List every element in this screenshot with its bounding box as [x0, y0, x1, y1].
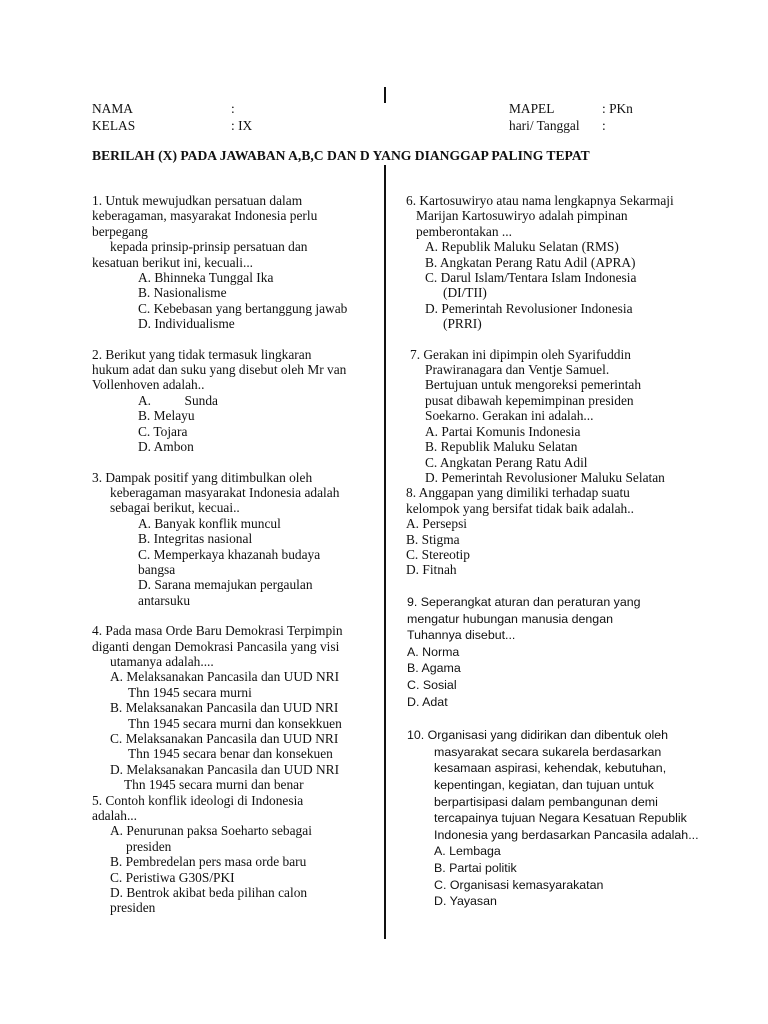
- answer-option[interactable]: A. Partai Komunis Indonesia: [425, 423, 581, 439]
- question-text: Indonesia yang berdasarkan Pancasila adalah...: [434, 827, 699, 842]
- mapel-label: MAPEL: [509, 101, 555, 116]
- question-text: pusat dibawah kepemimpinan presiden: [425, 392, 634, 408]
- question-text: kepada prinsip-prinsip persatuan dan: [110, 239, 308, 255]
- answer-option[interactable]: D. Individualisme: [138, 316, 235, 332]
- answer-option[interactable]: B. Agama: [407, 661, 461, 676]
- instruction: BERILAH (X) PADA JAWABAN A,B,C DAN D YANG DIANGGAP PALING TEPAT: [92, 148, 590, 163]
- nama-colon: :: [231, 101, 235, 116]
- answer-option[interactable]: D. Ambon: [138, 439, 194, 455]
- question-text: utamanya adalah....: [110, 653, 214, 669]
- answer-option[interactable]: A. Lembaga: [434, 844, 501, 859]
- question-text: berpegang: [92, 223, 148, 239]
- answer-option[interactable]: D. Adat: [407, 694, 448, 709]
- answer-option: (PRRI): [443, 316, 482, 332]
- question-text: 7. Gerakan ini dipimpin oleh Syarifuddin: [410, 346, 631, 362]
- answer-option[interactable]: B. Stigma: [406, 531, 460, 547]
- question-6: [406, 193, 746, 332]
- left-column: [92, 193, 377, 916]
- answer-option[interactable]: D. Fitnah: [406, 562, 457, 578]
- answer-option[interactable]: A. Republik Maluku Selatan (RMS): [425, 239, 619, 255]
- answer-option[interactable]: B. Nasionalisme: [138, 285, 227, 301]
- question-text: 3. Dampak positif yang ditimbulkan oleh: [92, 469, 313, 485]
- answer-option[interactable]: A. Penurunan paksa Soeharto sebagai: [110, 823, 312, 839]
- answer-option[interactable]: D. Bentrok akibat beda pilihan calon: [110, 885, 308, 901]
- answer-option[interactable]: C. Melaksanakan Pancasila dan UUD NRI: [110, 731, 339, 746]
- answer-option[interactable]: D. Pemerintah Revolusioner Indonesia: [425, 300, 633, 316]
- answer-option[interactable]: C. Stereotip: [406, 546, 470, 562]
- answer-option: (DI/TII): [443, 285, 487, 301]
- answer-option[interactable]: A. Norma: [407, 644, 460, 659]
- question-text: diganti dengan Demokrasi Pancasila yang visi: [92, 638, 340, 654]
- answer-option[interactable]: C. Sosial: [407, 677, 457, 692]
- question-text: 9. Seperangkat aturan dan peraturan yang: [407, 595, 641, 609]
- question-9: [407, 594, 747, 710]
- question-text: adalah...: [92, 808, 137, 824]
- question-10: [407, 727, 747, 910]
- answer-option[interactable]: C. Tojara: [138, 423, 188, 439]
- question-text: 4. Pada masa Orde Baru Demokrasi Terpimpin: [92, 623, 343, 639]
- question-text: 1. Untuk mewujudkan persatuan dalam: [92, 193, 303, 208]
- question-text: keberagaman masyarakat Indonesia adalah: [110, 484, 340, 500]
- answer-option: Thn 1945 secara murni: [128, 684, 252, 700]
- answer-option[interactable]: A. Melaksanakan Pancasila dan UUD NRI: [110, 669, 340, 685]
- answer-option[interactable]: B. Melayu: [138, 408, 195, 424]
- question-text: keberagaman, masyarakat Indonesia perlu: [92, 208, 318, 224]
- answer-option[interactable]: D. Pemerintah Revolusioner Maluku Selatan: [425, 469, 665, 485]
- question-text: kesamaan aspirasi, kehendak, kebutuhan,: [434, 761, 667, 776]
- question-4: [92, 623, 377, 792]
- kelas-value: : IX: [231, 118, 253, 133]
- mapel-value: : PKn: [602, 101, 633, 116]
- question-text: 2. Berikut yang tidak termasuk lingkaran: [92, 346, 312, 362]
- question-text: kepentingan, kegiatan, dan tujuan untuk: [434, 777, 654, 792]
- answer-option[interactable]: B. Melaksanakan Pancasila dan UUD NRI: [110, 700, 339, 716]
- question-text: kesatuan berikut ini, kecuali...: [92, 254, 254, 270]
- answer-option[interactable]: D. Melaksanakan Pancasila dan UUD NRI: [110, 761, 340, 777]
- answer-option[interactable]: C. Angkatan Perang Ratu Adil: [425, 454, 588, 470]
- question-text: Prawiranagara dan Ventje Samuel.: [425, 362, 610, 378]
- answer-option: Thn 1945 secara benar dan konsekuen: [128, 746, 333, 762]
- right-column-lower: [407, 594, 747, 910]
- question-text: 5. Contoh konflik ideologi di Indonesia: [92, 792, 304, 808]
- hari-label: hari/ Tanggal: [509, 118, 580, 133]
- question-2: [92, 347, 377, 455]
- question-text: 6. Kartosuwiryo atau nama lengkapnya Sekarmaji: [406, 193, 674, 208]
- answer-option[interactable]: C. Organisasi kemasyarakatan: [434, 877, 604, 892]
- question-3: [92, 470, 377, 609]
- question-text: masyarakat secara sukarela berdasarkan: [434, 744, 662, 759]
- question-text: Vollenhoven adalah..: [92, 377, 205, 393]
- hari-colon: :: [602, 118, 606, 133]
- question-text: kelompok yang bersifat tidak baik adalah..: [406, 500, 634, 516]
- answer-option[interactable]: A. Bhinneka Tunggal Ika: [138, 270, 274, 286]
- question-text: mengatur hubungan manusia dengan: [407, 611, 613, 626]
- answer-option[interactable]: B. Partai politik: [434, 860, 517, 875]
- question-text: 10. Organisasi yang didirikan dan dibentuk oleh: [407, 728, 669, 743]
- answer-option[interactable]: C. Memperkaya khazanah budaya: [138, 546, 321, 562]
- question-text: sebagai berikut, kecuai..: [110, 500, 240, 516]
- right-column: [406, 193, 746, 578]
- question-text: berpartisipasi dalam pembangunan demi: [434, 794, 658, 809]
- answer-option: presiden: [126, 838, 172, 854]
- answer-option: Thn 1945 secara murni dan benar: [124, 777, 304, 793]
- answer-option[interactable]: antarsuku: [138, 592, 191, 608]
- question-8: [406, 485, 746, 577]
- answer-option[interactable]: C. Kebebasan yang bertanggung jawab: [138, 300, 348, 316]
- answer-option[interactable]: B. Pembredelan pers masa orde baru: [110, 854, 307, 870]
- question-5: [92, 793, 377, 916]
- answer-option: Thn 1945 secara murni dan konsekkuen: [128, 715, 342, 731]
- question-text: tercapainya tujuan Negara Kesatuan Republik: [434, 811, 687, 826]
- question-7: [406, 347, 746, 486]
- answer-option[interactable]: B. Integritas nasional: [138, 531, 253, 547]
- question-1: [92, 193, 377, 332]
- nama-label: NAMA: [92, 101, 133, 116]
- answer-option[interactable]: A. Persepsi: [406, 516, 467, 532]
- answer-option[interactable]: A. Banyak konflik muncul: [138, 515, 281, 531]
- question-text: hukum adat dan suku yang disebut oleh Mr van: [92, 362, 347, 378]
- top-rule: [384, 87, 386, 103]
- column-divider: [384, 165, 386, 939]
- question-text: Soekarno. Gerakan ini adalah...: [425, 408, 594, 424]
- answer-option[interactable]: B. Angkatan Perang Ratu Adil (APRA): [425, 254, 636, 270]
- answer-option[interactable]: C. Darul Islam/Tentara Islam Indonesia: [425, 270, 637, 286]
- answer-option[interactable]: A. Sunda: [138, 392, 218, 408]
- question-text: Bertujuan untuk mengoreksi pemerintah: [425, 377, 642, 393]
- question-text: pemberontakan ...: [416, 223, 512, 239]
- answer-option[interactable]: C. Peristiwa G30S/PKI: [110, 869, 235, 885]
- answer-option[interactable]: D. Yayasan: [434, 894, 497, 909]
- question-text: Tuhannya disebut...: [407, 628, 516, 643]
- answer-option[interactable]: B. Republik Maluku Selatan: [425, 439, 578, 455]
- answer-option[interactable]: bangsa: [138, 561, 176, 577]
- answer-option: presiden: [110, 900, 156, 916]
- answer-option[interactable]: D. Sarana memajukan pergaulan: [138, 577, 313, 593]
- question-text: Marijan Kartosuwiryo adalah pimpinan: [416, 208, 628, 224]
- kelas-label: KELAS: [92, 118, 136, 133]
- question-text: 8. Anggapan yang dimiliki terhadap suatu: [406, 485, 630, 501]
